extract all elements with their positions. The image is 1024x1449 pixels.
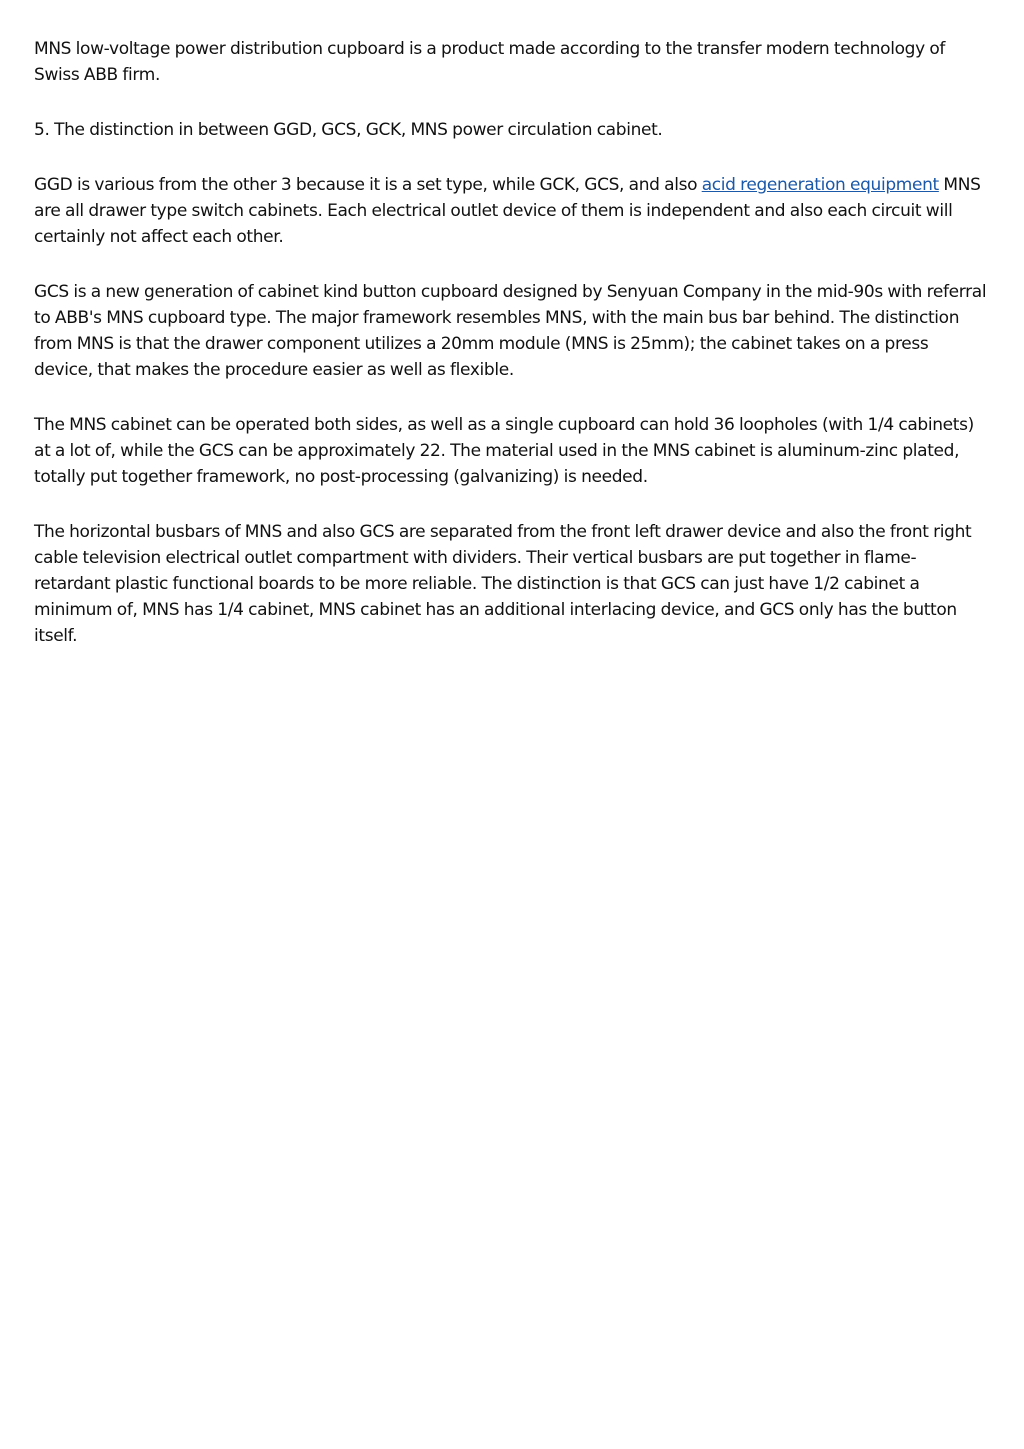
paragraph-heading-distinction: 5. The distinction in between GGD, GCS, GCK, MNS power circulation cabinet. <box>34 120 663 140</box>
paragraph-ggd-text-before: GGD is various from the other 3 because it is a set type, while GCK, GCS, and also <box>34 175 702 195</box>
paragraph-gcs: GCS is a new generation of cabinet kind button cupboard designed by Senyuan Company in the mid-90s with referral to ABB's MNS cupboard type. The major framework resembles MNS, with the main bus bar behind. The distinction from MNS is that the drawer component utilizes a 20mm module (MNS is 25mm); the cabinet takes on a press device, that makes the procedure easier as well as flexible. <box>34 282 987 380</box>
paragraph-ggd <box>34 172 990 250</box>
acid-regeneration-equipment-link[interactable]: acid regeneration equipment <box>701 175 939 195</box>
paragraph-busbars: The horizontal busbars of MNS and also GCS are separated from the front left drawer device and also the front right cable television electrical outlet compartment with dividers. Their vertical busbars are put together in flame-retardant plastic functional boards to be more reliable. The distinction is that GCS can just have 1/2 cabinet a minimum of, MNS has 1/4 cabinet, MNS cabinet has an additional interlacing device, and GCS only has the button itself. <box>34 522 972 646</box>
document-body <box>34 36 990 678</box>
paragraph-intro: MNS low-voltage power distribution cupboard is a product made according to the transfer modern technology of Swiss ABB firm. <box>34 39 946 85</box>
paragraph-ggd-text-after: MNS are all drawer type switch cabinets. Each electrical outlet device of them is independent and also each circuit will certainly not affect each other. <box>34 175 981 247</box>
paragraph-mns-cabinet: The MNS cabinet can be operated both sides, as well as a single cupboard can hold 36 loopholes (with 1/4 cabinets) at a lot of, while the GCS can be approximately 22. The material used in the MNS cabinet is aluminum-zinc plated, totally put together framework, no post-processing (galvanizing) is needed. <box>34 415 974 487</box>
